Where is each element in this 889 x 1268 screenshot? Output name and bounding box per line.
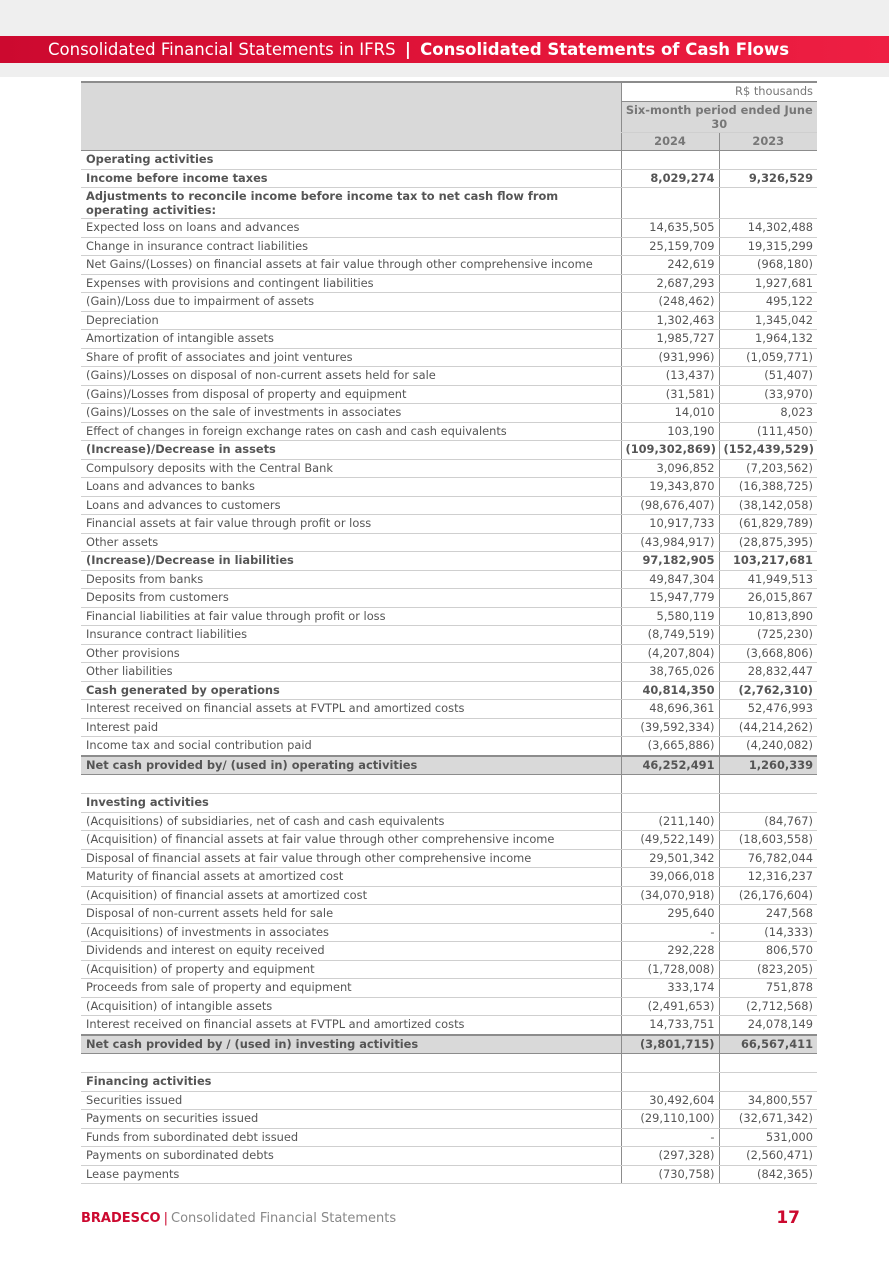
table-row xyxy=(81,274,817,293)
table-row xyxy=(81,979,817,998)
table-row xyxy=(81,589,817,608)
row-label: Interest paid xyxy=(81,718,621,737)
value-2023: (33,970) xyxy=(719,385,817,404)
table-row xyxy=(81,681,817,700)
value-2023: 76,782,044 xyxy=(719,849,817,868)
row-label: Amortization of intangible assets xyxy=(81,330,621,349)
value-2024: (2,491,653) xyxy=(621,997,719,1016)
row-label: Other provisions xyxy=(81,644,621,663)
value-2024: 242,619 xyxy=(621,256,719,275)
table-row xyxy=(81,169,817,188)
value-2023: 52,476,993 xyxy=(719,700,817,719)
value-2024: 5,580,119 xyxy=(621,607,719,626)
top-margin xyxy=(0,0,889,36)
value-2023: (725,230) xyxy=(719,626,817,645)
row-label: Change in insurance contract liabilities xyxy=(81,237,621,256)
value-2024: 14,733,751 xyxy=(621,1016,719,1035)
row-label: Disposal of non-current assets held for sale xyxy=(81,905,621,924)
value-2023: (2,762,310) xyxy=(719,681,817,700)
value-2024: 103,190 xyxy=(621,422,719,441)
table-row xyxy=(81,478,817,497)
value-2024: 1,302,463 xyxy=(621,311,719,330)
value-2024: (43,984,917) xyxy=(621,533,719,552)
table-row xyxy=(81,905,817,924)
value-2024: 38,765,026 xyxy=(621,663,719,682)
value-2024: (3,665,886) xyxy=(621,737,719,756)
header-separator: | xyxy=(404,40,411,59)
table-row xyxy=(81,422,817,441)
value-2024: 333,174 xyxy=(621,979,719,998)
value-2023 xyxy=(719,188,817,219)
table-row xyxy=(81,348,817,367)
row-label: Net Gains/(Losses) on financial assets at fair value through other comprehensive income xyxy=(81,256,621,275)
row-label: Depreciation xyxy=(81,311,621,330)
row-label: Funds from subordinated debt issued xyxy=(81,1128,621,1147)
table-row xyxy=(81,718,817,737)
table-row xyxy=(81,1073,817,1092)
value-2024: (1,728,008) xyxy=(621,960,719,979)
table-row xyxy=(81,886,817,905)
spacer-row xyxy=(81,1054,817,1073)
value-2023: (1,059,771) xyxy=(719,348,817,367)
table-row xyxy=(81,831,817,850)
table-row xyxy=(81,515,817,534)
table-row xyxy=(81,552,817,571)
row-label: Deposits from customers xyxy=(81,589,621,608)
row-label: Other assets xyxy=(81,533,621,552)
row-label: Interest received on financial assets at FVTPL and amortized costs xyxy=(81,700,621,719)
value-2023: 531,000 xyxy=(719,1128,817,1147)
value-2024: 29,501,342 xyxy=(621,849,719,868)
row-label: Income before income taxes xyxy=(81,169,621,188)
value-2023: 806,570 xyxy=(719,942,817,961)
value-2023: (28,875,395) xyxy=(719,533,817,552)
value-2023: (111,450) xyxy=(719,422,817,441)
value-2023: (26,176,604) xyxy=(719,886,817,905)
value-2024: 295,640 xyxy=(621,905,719,924)
value-2023: 247,568 xyxy=(719,905,817,924)
table-row xyxy=(81,1091,817,1110)
row-label: Operating activities xyxy=(81,151,621,170)
row-label: Payments on securities issued xyxy=(81,1110,621,1129)
value-2024: - xyxy=(621,1128,719,1147)
cash-flow-table xyxy=(81,81,817,1184)
value-2024: 1,985,727 xyxy=(621,330,719,349)
row-label: Insurance contract liabilities xyxy=(81,626,621,645)
value-2023: (7,203,562) xyxy=(719,459,817,478)
value-2024: 40,814,350 xyxy=(621,681,719,700)
value-2024: (248,462) xyxy=(621,293,719,312)
row-label: (Acquisitions) of subsidiaries, net of cash and cash equivalents xyxy=(81,812,621,831)
table-row xyxy=(81,644,817,663)
table-row xyxy=(81,923,817,942)
value-2023: 8,023 xyxy=(719,404,817,423)
value-2023: 26,015,867 xyxy=(719,589,817,608)
page-footer xyxy=(81,1211,396,1226)
table-row xyxy=(81,1128,817,1147)
value-2024 xyxy=(621,188,719,219)
row-label: Expenses with provisions and contingent liabilities xyxy=(81,274,621,293)
row-label: Expected loss on loans and advances xyxy=(81,219,621,238)
table-row xyxy=(81,700,817,719)
table-row xyxy=(81,1147,817,1166)
value-2024: (4,207,804) xyxy=(621,644,719,663)
table-row xyxy=(81,663,817,682)
value-2024: 292,228 xyxy=(621,942,719,961)
row-label: (Acquisition) of financial assets at amortized cost xyxy=(81,886,621,905)
table-row xyxy=(81,997,817,1016)
value-2024 xyxy=(621,1054,719,1073)
value-2024: (297,328) xyxy=(621,1147,719,1166)
table-row xyxy=(81,960,817,979)
value-2023: (152,439,529) xyxy=(719,441,817,460)
row-label: Loans and advances to customers xyxy=(81,496,621,515)
value-2023: 495,122 xyxy=(719,293,817,312)
row-label: Net cash provided by / (used in) investing activities xyxy=(81,1035,621,1054)
value-2024: (31,581) xyxy=(621,385,719,404)
table-row xyxy=(81,237,817,256)
value-2023: (61,829,789) xyxy=(719,515,817,534)
year-2023-header: 2023 xyxy=(719,132,817,151)
value-2023: (14,333) xyxy=(719,923,817,942)
value-2023: 41,949,513 xyxy=(719,570,817,589)
brand-name: BRADESCO xyxy=(81,1211,161,1226)
value-2023: 28,832,447 xyxy=(719,663,817,682)
row-label: Disposal of financial assets at fair value through other comprehensive income xyxy=(81,849,621,868)
value-2024: (109,302,869) xyxy=(621,441,719,460)
value-2024: 10,917,733 xyxy=(621,515,719,534)
value-2024: 14,010 xyxy=(621,404,719,423)
table-row xyxy=(81,219,817,238)
value-2024: (211,140) xyxy=(621,812,719,831)
value-2024: 49,847,304 xyxy=(621,570,719,589)
value-2023: 1,927,681 xyxy=(719,274,817,293)
row-label: Dividends and interest on equity received xyxy=(81,942,621,961)
table-row xyxy=(81,256,817,275)
row-label: Share of profit of associates and joint ventures xyxy=(81,348,621,367)
row-label: Securities issued xyxy=(81,1091,621,1110)
header-statement-title: Consolidated Statements of Cash Flows xyxy=(420,40,790,59)
value-2024 xyxy=(621,151,719,170)
row-label: (Gain)/Loss due to impairment of assets xyxy=(81,293,621,312)
header-blank-cell xyxy=(81,132,621,151)
value-2024: (39,592,334) xyxy=(621,718,719,737)
header-underlay xyxy=(0,63,889,77)
value-2024: 48,696,361 xyxy=(621,700,719,719)
spacer-row xyxy=(81,775,817,794)
row-label: Other liabilities xyxy=(81,663,621,682)
row-label: Loans and advances to banks xyxy=(81,478,621,497)
value-2023: 14,302,488 xyxy=(719,219,817,238)
row-label: (Acquisition) of financial assets at fair value through other comprehensive income xyxy=(81,831,621,850)
value-2023: (3,668,806) xyxy=(719,644,817,663)
table-row xyxy=(81,441,817,460)
value-2024: (29,110,100) xyxy=(621,1110,719,1129)
value-2023: 751,878 xyxy=(719,979,817,998)
table-row xyxy=(81,942,817,961)
value-2023: 10,813,890 xyxy=(719,607,817,626)
table-row xyxy=(81,812,817,831)
value-2024: (13,437) xyxy=(621,367,719,386)
row-label: Deposits from banks xyxy=(81,570,621,589)
row-label: (Acquisition) of property and equipment xyxy=(81,960,621,979)
table-row xyxy=(81,794,817,813)
table-row xyxy=(81,311,817,330)
value-2023: (16,388,725) xyxy=(719,478,817,497)
table-row xyxy=(81,626,817,645)
total-row xyxy=(81,1035,817,1054)
value-2023: 9,326,529 xyxy=(719,169,817,188)
row-label: Proceeds from sale of property and equipment xyxy=(81,979,621,998)
row-label xyxy=(81,775,621,794)
value-2024: (49,522,149) xyxy=(621,831,719,850)
page-number: 17 xyxy=(776,1208,800,1228)
value-2024: (8,749,519) xyxy=(621,626,719,645)
table-row xyxy=(81,868,817,887)
value-2023: (51,407) xyxy=(719,367,817,386)
row-label: Interest received on financial assets at FVTPL and amortized costs xyxy=(81,1016,621,1035)
value-2023: (842,365) xyxy=(719,1165,817,1184)
row-label xyxy=(81,1054,621,1073)
value-2023: 1,964,132 xyxy=(719,330,817,349)
table-row xyxy=(81,404,817,423)
value-2024: 97,182,905 xyxy=(621,552,719,571)
value-2023: 1,345,042 xyxy=(719,311,817,330)
header-blank-cell xyxy=(81,101,621,132)
table-row xyxy=(81,570,817,589)
value-2024: (3,801,715) xyxy=(621,1035,719,1054)
value-2024 xyxy=(621,794,719,813)
value-2024: 39,066,018 xyxy=(621,868,719,887)
value-2024: 19,343,870 xyxy=(621,478,719,497)
row-label: (Gains)/Losses on the sale of investments in associates xyxy=(81,404,621,423)
value-2024: (34,070,918) xyxy=(621,886,719,905)
table-row xyxy=(81,1016,817,1035)
value-2024: 2,687,293 xyxy=(621,274,719,293)
row-label: Payments on subordinated debts xyxy=(81,1147,621,1166)
value-2023: 34,800,557 xyxy=(719,1091,817,1110)
value-2023: 1,260,339 xyxy=(719,756,817,775)
value-2023: (2,712,568) xyxy=(719,997,817,1016)
table-row xyxy=(81,385,817,404)
value-2024: (931,996) xyxy=(621,348,719,367)
value-2023 xyxy=(719,794,817,813)
year-2024-header: 2024 xyxy=(621,132,719,151)
value-2024: (98,676,407) xyxy=(621,496,719,515)
value-2024: 30,492,604 xyxy=(621,1091,719,1110)
table-row xyxy=(81,849,817,868)
table-row xyxy=(81,1165,817,1184)
value-2023: (44,214,262) xyxy=(719,718,817,737)
table-row xyxy=(81,496,817,515)
row-label: Net cash provided by/ (used in) operating activities xyxy=(81,756,621,775)
value-2023: (2,560,471) xyxy=(719,1147,817,1166)
table-row xyxy=(81,367,817,386)
row-label: Financing activities xyxy=(81,1073,621,1092)
value-2024 xyxy=(621,775,719,794)
row-label: Cash generated by operations xyxy=(81,681,621,700)
value-2023 xyxy=(719,1073,817,1092)
value-2023: (968,180) xyxy=(719,256,817,275)
footer-separator: | xyxy=(163,1211,168,1226)
value-2024: 15,947,779 xyxy=(621,589,719,608)
table-row xyxy=(81,293,817,312)
period-label: Six-month period ended June 30 xyxy=(621,101,817,132)
value-2024: 3,096,852 xyxy=(621,459,719,478)
row-label: Financial liabilities at fair value through profit or loss xyxy=(81,607,621,626)
value-2023 xyxy=(719,1054,817,1073)
table-row xyxy=(81,533,817,552)
value-2023: 103,217,681 xyxy=(719,552,817,571)
row-label: (Increase)/Decrease in liabilities xyxy=(81,552,621,571)
value-2024: (730,758) xyxy=(621,1165,719,1184)
value-2024: 8,029,274 xyxy=(621,169,719,188)
table-row xyxy=(81,330,817,349)
header-section-title: Consolidated Financial Statements in IFRS xyxy=(48,40,396,59)
value-2023: 12,316,237 xyxy=(719,868,817,887)
value-2024: 46,252,491 xyxy=(621,756,719,775)
row-label: Maturity of financial assets at amortized cost xyxy=(81,868,621,887)
row-label: Income tax and social contribution paid xyxy=(81,737,621,756)
row-label: Investing activities xyxy=(81,794,621,813)
value-2023: 24,078,149 xyxy=(719,1016,817,1035)
value-2023 xyxy=(719,775,817,794)
row-label: Adjustments to reconcile income before income tax to net cash flow from operating activities: xyxy=(81,188,621,219)
row-label: Financial assets at fair value through profit or loss xyxy=(81,515,621,534)
table-row xyxy=(81,607,817,626)
table-row xyxy=(81,1110,817,1129)
row-label: (Acquisitions) of investments in associates xyxy=(81,923,621,942)
page-header xyxy=(0,36,889,63)
row-label: Lease payments xyxy=(81,1165,621,1184)
row-label: (Acquisition) of intangible assets xyxy=(81,997,621,1016)
units-label: R$ thousands xyxy=(621,82,817,101)
footer-text: Consolidated Financial Statements xyxy=(171,1211,397,1226)
value-2023: (823,205) xyxy=(719,960,817,979)
value-2023: (4,240,082) xyxy=(719,737,817,756)
table-row xyxy=(81,737,817,756)
value-2023: (32,671,342) xyxy=(719,1110,817,1129)
row-label: (Gains)/Losses from disposal of property and equipment xyxy=(81,385,621,404)
table-row xyxy=(81,188,817,219)
row-label: Effect of changes in foreign exchange rates on cash and cash equivalents xyxy=(81,422,621,441)
value-2023: 66,567,411 xyxy=(719,1035,817,1054)
value-2024 xyxy=(621,1073,719,1092)
value-2024: 25,159,709 xyxy=(621,237,719,256)
total-row xyxy=(81,756,817,775)
table-row xyxy=(81,459,817,478)
table-row xyxy=(81,151,817,170)
value-2023: (84,767) xyxy=(719,812,817,831)
value-2024: - xyxy=(621,923,719,942)
row-label: Compulsory deposits with the Central Bank xyxy=(81,459,621,478)
value-2023: 19,315,299 xyxy=(719,237,817,256)
value-2023 xyxy=(719,151,817,170)
value-2023: (38,142,058) xyxy=(719,496,817,515)
value-2024: 14,635,505 xyxy=(621,219,719,238)
header-blank-cell xyxy=(81,82,621,101)
value-2023: (18,603,558) xyxy=(719,831,817,850)
row-label: (Gains)/Losses on disposal of non-current assets held for sale xyxy=(81,367,621,386)
row-label: (Increase)/Decrease in assets xyxy=(81,441,621,460)
